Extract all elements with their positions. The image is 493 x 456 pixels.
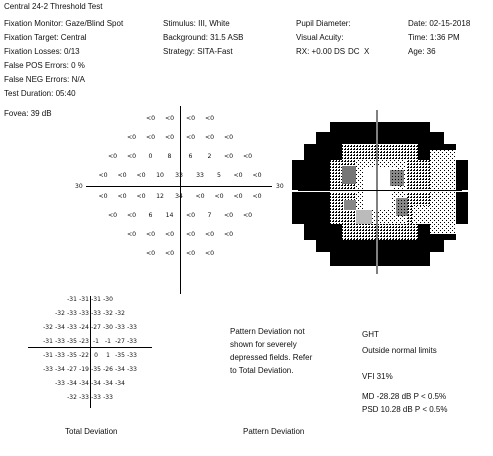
- threshold-value: <0: [126, 212, 137, 219]
- visual-acuity: Visual Acuity:: [296, 33, 344, 42]
- rx: RX: +0.00 DS: [296, 47, 346, 56]
- total-deviation-value: 1: [106, 352, 110, 359]
- threshold-value: <0: [185, 250, 196, 257]
- total-deviation-value: -23: [79, 338, 89, 345]
- threshold-value: <0: [164, 250, 175, 257]
- total-deviation-value: -33: [127, 352, 137, 359]
- threshold-x-axis: [86, 186, 272, 187]
- vfi-value: VFI 31%: [362, 372, 393, 381]
- threshold-value: <0: [117, 172, 127, 179]
- threshold-value: <0: [185, 134, 196, 141]
- total-deviation-value: -33: [79, 310, 89, 317]
- fixation-target: Fixation Target: Central: [4, 33, 87, 42]
- total-deviation-value: -30: [103, 296, 113, 303]
- total-deviation-value: -33: [55, 352, 65, 359]
- total-deviation-value: -32: [115, 310, 125, 317]
- patient-age: Age: 36: [408, 47, 436, 56]
- gray-map-field: [272, 110, 488, 274]
- total-deviation-value: -31: [91, 296, 101, 303]
- threshold-value: 5: [217, 172, 221, 179]
- total-deviation-value: -34: [55, 324, 65, 331]
- total-deviation-value: -33: [55, 380, 65, 387]
- psd-value: PSD 10.28 dB P < 0.5%: [362, 405, 448, 414]
- total-deviation-value: -34: [55, 366, 65, 373]
- dc: DC: [348, 47, 360, 56]
- total-deviation-value: -35: [67, 338, 77, 345]
- total-deviation-value: -33: [115, 324, 125, 331]
- false-pos-errors: False POS Errors: 0 %: [4, 61, 85, 70]
- test-title: Central 24-2 Threshold Test: [4, 2, 103, 11]
- total-deviation-value: 0: [94, 352, 98, 359]
- threshold-value: 0: [148, 153, 153, 160]
- threshold-value: <0: [107, 212, 118, 219]
- threshold-value: <0: [164, 134, 175, 141]
- threshold-value: 6: [188, 153, 193, 160]
- total-deviation-value: -31: [67, 296, 77, 303]
- total-deviation-value: -24: [79, 324, 89, 331]
- total-deviation-plot: [28, 296, 152, 408]
- threshold-value: 8: [167, 153, 172, 160]
- total-deviation-value: -33: [91, 310, 101, 317]
- threshold-value: <0: [223, 134, 234, 141]
- axis-label-left: 30: [75, 183, 83, 190]
- total-deviation-value: -35: [91, 366, 101, 373]
- threshold-value: <0: [126, 134, 137, 141]
- total-deviation-value: -33: [67, 324, 77, 331]
- threshold-value: <0: [233, 172, 243, 179]
- total-deviation-value: -27: [91, 324, 101, 331]
- total-deviation-value: -31: [43, 352, 53, 359]
- threshold-value: <0: [126, 231, 137, 238]
- pattern-deviation-label: Pattern Deviation: [243, 427, 305, 436]
- total-deviation-value: -33: [55, 338, 65, 345]
- total-deviation-value: -34: [115, 366, 125, 373]
- total-deviation-value: -34: [79, 380, 89, 387]
- ght-label: GHT: [362, 330, 379, 339]
- total-deviation-value: -32: [67, 394, 77, 401]
- pattern-deviation-note: [230, 325, 312, 377]
- total-deviation-value: -33: [127, 366, 137, 373]
- pupil-diameter: Pupil Diameter:: [296, 19, 351, 28]
- threshold-value: <0: [204, 134, 215, 141]
- threshold-value: <0: [164, 231, 175, 238]
- strategy: Strategy: SITA-Fast: [163, 47, 233, 56]
- test-date: Date: 02-15-2018: [408, 19, 471, 28]
- threshold-value: <0: [252, 193, 262, 200]
- total-deviation-value: -35: [67, 352, 77, 359]
- threshold-value: <0: [252, 172, 262, 179]
- total-deviation-value: -1: [105, 338, 111, 345]
- threshold-value: 6: [148, 212, 153, 219]
- threshold-value: <0: [136, 172, 146, 179]
- threshold-value: 7: [207, 212, 212, 219]
- total-deviation-value: -33: [43, 366, 53, 373]
- threshold-value: <0: [185, 115, 196, 122]
- threshold-value: 2: [207, 153, 212, 160]
- false-neg-errors: False NEG Errors: N/A: [4, 75, 85, 84]
- threshold-value: <0: [223, 231, 234, 238]
- threshold-plot: [75, 106, 284, 294]
- threshold-value: <0: [164, 115, 175, 122]
- threshold-value: <0: [204, 231, 215, 238]
- threshold-value: 33: [196, 172, 204, 179]
- total-deviation-value: -30: [103, 324, 113, 331]
- threshold-value: <0: [242, 212, 253, 219]
- threshold-value: <0: [185, 212, 196, 219]
- threshold-value: <0: [223, 212, 234, 219]
- total-deviation-value: -31: [43, 338, 53, 345]
- total-deviation-value: -33: [79, 394, 89, 401]
- threshold-value: <0: [126, 153, 137, 160]
- test-duration: Test Duration: 05:40: [4, 89, 76, 98]
- total-deviation-value: -33: [127, 338, 137, 345]
- grayscale-map: [272, 110, 488, 274]
- fovea: Fovea: 39 dB: [4, 109, 52, 118]
- total-deviation-value: -35: [115, 352, 125, 359]
- pd-note-line-2: shown for severely: [230, 340, 297, 349]
- threshold-value: <0: [98, 172, 108, 179]
- fixation-monitor: Fixation Monitor: Gaze/Blind Spot: [4, 19, 124, 28]
- total-deviation-value: -32: [103, 310, 113, 317]
- total-deviation-value: -31: [79, 296, 89, 303]
- threshold-value: 34: [175, 193, 183, 200]
- total-deviation-value: -26: [103, 366, 113, 373]
- total-deviation-value: -27: [115, 338, 125, 345]
- total-deviation-value: -34: [67, 380, 77, 387]
- fixation-losses: Fixation Losses: 0/13: [4, 47, 80, 56]
- threshold-value: <0: [136, 193, 146, 200]
- threshold-value: <0: [214, 193, 224, 200]
- axis-label-right: 30: [276, 183, 284, 190]
- total-deviation-value: -27: [67, 366, 77, 373]
- pd-note-line-4: to Total Deviation.: [230, 366, 294, 375]
- threshold-value: <0: [185, 231, 196, 238]
- threshold-value: <0: [145, 250, 156, 257]
- ght-value: Outside normal limits: [362, 346, 437, 355]
- total-deviation-value: -33: [103, 394, 113, 401]
- background: Background: 31.5 ASB: [163, 33, 244, 42]
- threshold-value: 10: [156, 172, 164, 179]
- total-deviation-value: -34: [115, 380, 125, 387]
- total-deviation-value: -19: [79, 366, 89, 373]
- md-value: MD -28.28 dB P < 0.5%: [362, 392, 447, 401]
- threshold-value: <0: [117, 193, 127, 200]
- axis-x: X: [364, 47, 370, 56]
- threshold-value: <0: [145, 115, 156, 122]
- total-deviation-value: -34: [91, 380, 101, 387]
- total-deviation-value: -33: [67, 310, 77, 317]
- threshold-value: <0: [233, 193, 243, 200]
- threshold-value: <0: [145, 231, 156, 238]
- threshold-value: <0: [107, 153, 118, 160]
- total-deviation-value: -33: [127, 324, 137, 331]
- total-deviation-value: -1: [93, 338, 99, 345]
- total-deviation-value: -33: [91, 394, 101, 401]
- stimulus: Stimulus: III, White: [163, 19, 230, 28]
- threshold-value: <0: [204, 115, 215, 122]
- threshold-value: 14: [165, 212, 174, 219]
- threshold-value: <0: [204, 250, 215, 257]
- total-deviation-value: -32: [55, 310, 65, 317]
- test-time: Time: 1:36 PM: [408, 33, 460, 42]
- threshold-value: 12: [156, 193, 164, 200]
- pd-note-line-1: Pattern Deviation not: [230, 327, 305, 336]
- total-deviation-value: -34: [103, 380, 113, 387]
- total-deviation-label: Total Deviation: [65, 427, 118, 436]
- threshold-value: <0: [242, 153, 253, 160]
- pd-note-line-3: depressed fields. Refer: [230, 353, 313, 362]
- total-deviation-value: -32: [43, 324, 53, 331]
- threshold-value: <0: [145, 134, 156, 141]
- threshold-value: <0: [98, 193, 108, 200]
- threshold-value: 33: [175, 172, 183, 179]
- total-deviation-value: -22: [79, 352, 89, 359]
- threshold-value: <0: [223, 153, 234, 160]
- threshold-value: <0: [195, 193, 205, 200]
